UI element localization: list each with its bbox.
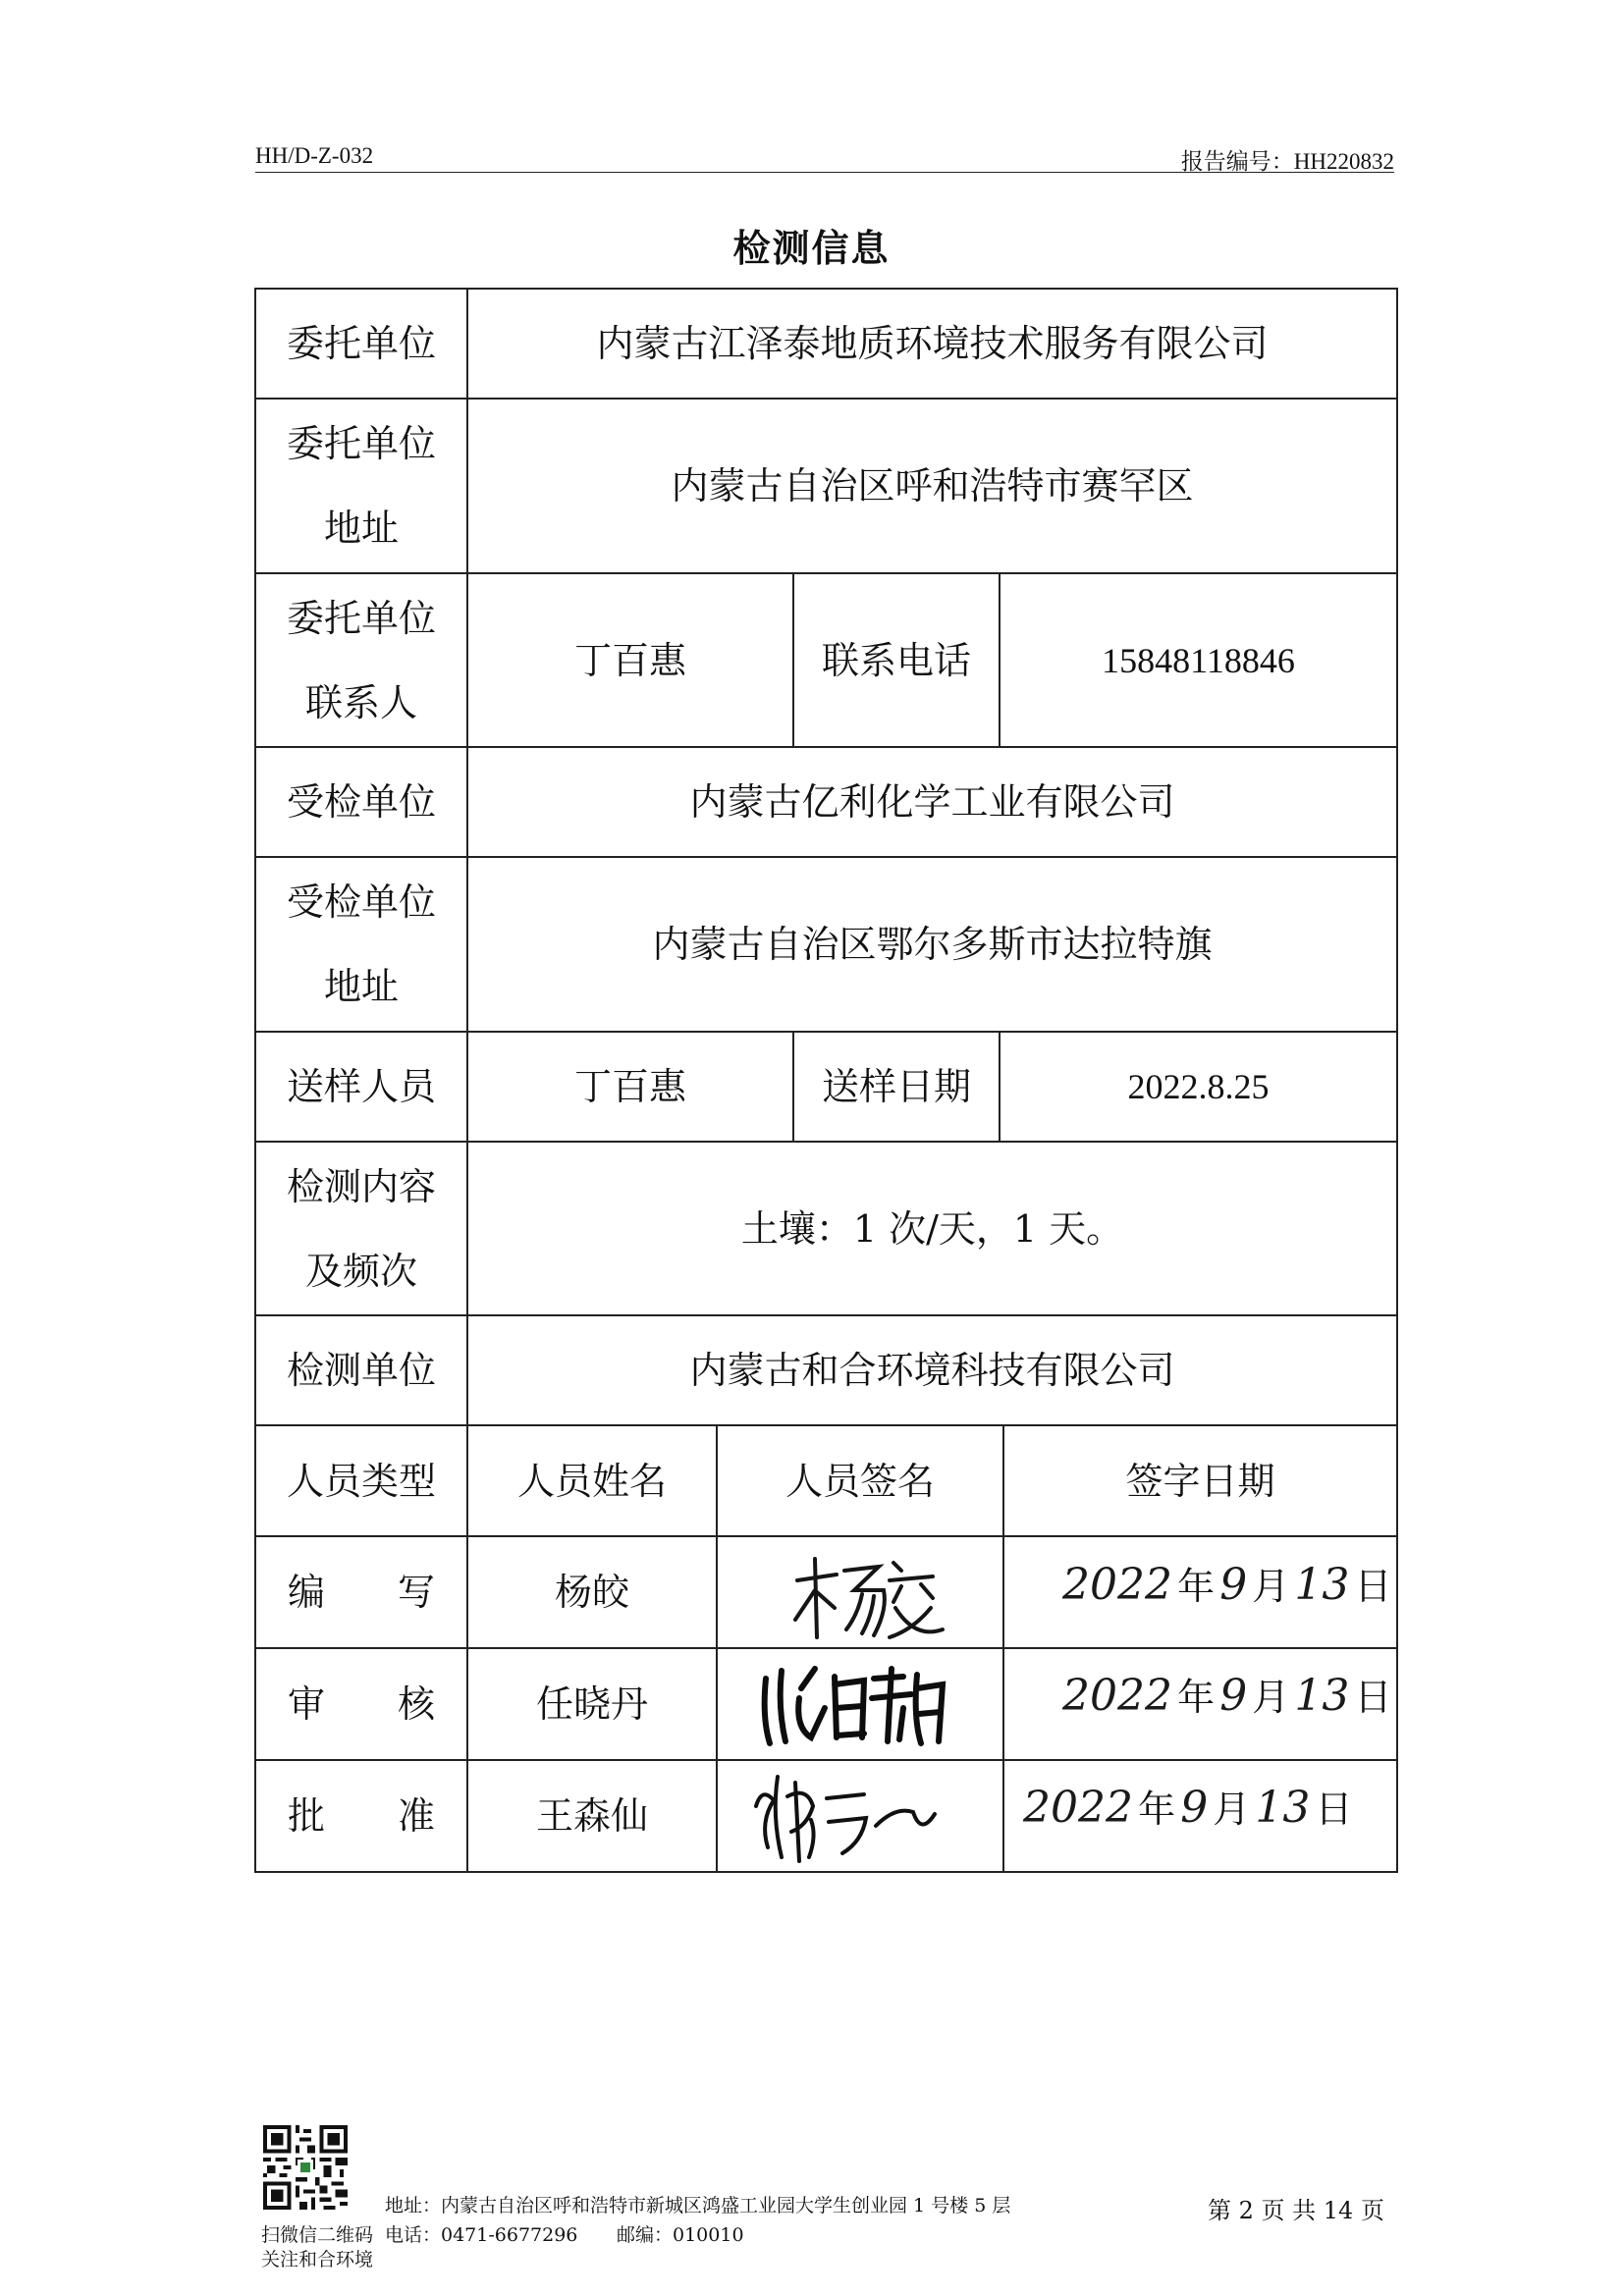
col-header-sign-date-text: 签字日期: [1125, 1459, 1275, 1503]
year-unit: 年: [1177, 1565, 1216, 1608]
staff-role-b: 准: [397, 1794, 435, 1838]
staff-name-text: 任晓丹: [535, 1682, 648, 1726]
client-address-label-line-2: 地址: [323, 507, 399, 550]
client-contact-label: [255, 573, 467, 747]
staff-role-a: 编: [288, 1571, 326, 1614]
client-address-label: [255, 399, 467, 573]
staff-role-a: 审: [288, 1682, 326, 1726]
col-header-signature-text: 人员签名: [784, 1459, 935, 1503]
month-unit: 月: [1252, 1565, 1290, 1608]
col-header-role-text: 人员类型: [286, 1459, 436, 1503]
signature-reviewer: [756, 1659, 952, 1752]
phone-value: [1000, 573, 1397, 747]
inspected-address-value: [467, 857, 1397, 1032]
staff-name: [467, 1760, 717, 1872]
staff-role: [255, 1536, 467, 1648]
staff-name-text: 杨皎: [554, 1571, 629, 1614]
day-unit: 日: [1315, 1788, 1353, 1831]
lab-value-text: 内蒙古和合环境科技有限公司: [689, 1349, 1175, 1392]
content-label-line-2: 及频次: [304, 1249, 417, 1293]
day-unit: 日: [1354, 1565, 1392, 1608]
month-unit: 月: [1252, 1676, 1290, 1719]
staff-name: [467, 1536, 717, 1648]
col-header-role: [255, 1425, 467, 1536]
signature-compiler: [785, 1551, 952, 1644]
client-label-text: 委托单位: [286, 322, 436, 365]
staff-role-b: 核: [397, 1682, 435, 1726]
client-value-text: 内蒙古江泽泰地质环境技术服务有限公司: [596, 322, 1269, 365]
sign-date-month: 9: [1180, 1783, 1209, 1833]
col-header-sign-date: [1003, 1425, 1397, 1536]
page-title: 检测信息: [732, 226, 891, 270]
sign-date-compiler: [1062, 1556, 1392, 1610]
send-date-label: [793, 1032, 1000, 1142]
sender-label: [255, 1032, 467, 1142]
sign-date-day: 13: [1255, 1783, 1311, 1833]
staff-role: [255, 1648, 467, 1760]
lab-value: [467, 1315, 1397, 1425]
sign-date-month: 9: [1219, 1671, 1248, 1721]
client-address-label-line-1: 委托单位: [286, 422, 436, 465]
phone-label-text: 联系电话: [821, 638, 971, 682]
month-unit: 月: [1213, 1788, 1251, 1831]
sender-value-text: 丁百惠: [573, 1065, 686, 1108]
signature-approver: [748, 1767, 945, 1865]
year-unit: 年: [1177, 1676, 1216, 1719]
sign-date-approver: [1023, 1779, 1353, 1833]
inspected-unit-value-text: 内蒙古亿利化学工业有限公司: [689, 780, 1175, 824]
footer-postcode: 邮编：010010: [617, 2224, 744, 2246]
sender-value: [467, 1032, 793, 1142]
client-contact-value: [467, 573, 793, 747]
sender-label-text: 送样人员: [286, 1065, 436, 1108]
client-contact-label-line-2: 联系人: [304, 680, 417, 724]
staff-role-b: 写: [397, 1571, 435, 1614]
staff-role-a: 批: [288, 1794, 326, 1838]
inspected-address-label-line-2: 地址: [323, 965, 399, 1008]
qr-caption-line-1: 扫微信二维码: [261, 2224, 374, 2246]
client-value: [467, 289, 1397, 399]
qr-caption-line-2: 关注和合环境: [261, 2249, 374, 2270]
year-unit: 年: [1138, 1788, 1176, 1831]
inspected-unit-label: [255, 747, 467, 857]
wechat-qr-code[interactable]: [263, 2125, 348, 2210]
inspected-unit-label-text: 受检单位: [286, 780, 436, 824]
content-label-line-1: 检测内容: [286, 1164, 436, 1208]
staff-role: [255, 1760, 467, 1872]
content-label: [255, 1142, 467, 1315]
inspected-address-label-line-1: 受检单位: [286, 881, 436, 924]
footer-phone: 电话：0471-6677296: [385, 2224, 578, 2246]
inspected-address-label: [255, 857, 467, 1032]
phone-value-text: 15848118846: [1102, 640, 1295, 680]
inspected-unit-value: [467, 747, 1397, 857]
phone-label: [793, 573, 1000, 747]
send-date-value: [1000, 1032, 1397, 1142]
client-label: [255, 289, 467, 399]
lab-label-text: 检测单位: [286, 1349, 436, 1392]
sign-date-year: 2022: [1062, 1560, 1172, 1610]
day-unit: 日: [1354, 1676, 1392, 1719]
client-address-value: [467, 399, 1397, 573]
client-address-value-text: 内蒙古自治区呼和浩特市赛罕区: [671, 464, 1194, 507]
sign-date-day: 13: [1294, 1560, 1350, 1610]
document-code: HH/D-Z-032: [255, 143, 374, 168]
client-contact-label-line-1: 委托单位: [286, 596, 436, 640]
content-value-text: 土壤：1 次/天，1 天。: [740, 1206, 1124, 1251]
col-header-name-text: 人员姓名: [516, 1459, 667, 1503]
sign-date-reviewer: [1062, 1667, 1392, 1721]
sign-date-year: 2022: [1062, 1671, 1172, 1721]
staff-name-text: 王森仙: [535, 1794, 648, 1838]
col-header-signature: [717, 1425, 1003, 1536]
content-value: [467, 1142, 1397, 1315]
send-date-label-text: 送样日期: [821, 1065, 971, 1108]
client-contact-value-text: 丁百惠: [573, 638, 686, 682]
sign-date-month: 9: [1219, 1560, 1248, 1610]
send-date-value-text: 2022.8.25: [1127, 1067, 1270, 1106]
page-number: 第 2 页 共 14 页: [1208, 2197, 1384, 2224]
report-number: 报告编号：HH220832: [1180, 149, 1394, 174]
staff-name: [467, 1648, 717, 1760]
footer-address: 地址：内蒙古自治区呼和浩特市新城区鸿盛工业园大学生创业园 1 号楼 5 层: [385, 2195, 1011, 2216]
sign-date-year: 2022: [1023, 1783, 1133, 1833]
lab-label: [255, 1315, 467, 1425]
col-header-name: [467, 1425, 717, 1536]
sign-date-day: 13: [1294, 1671, 1350, 1721]
inspected-address-value-text: 内蒙古自治区鄂尔多斯市达拉特旗: [652, 923, 1213, 966]
